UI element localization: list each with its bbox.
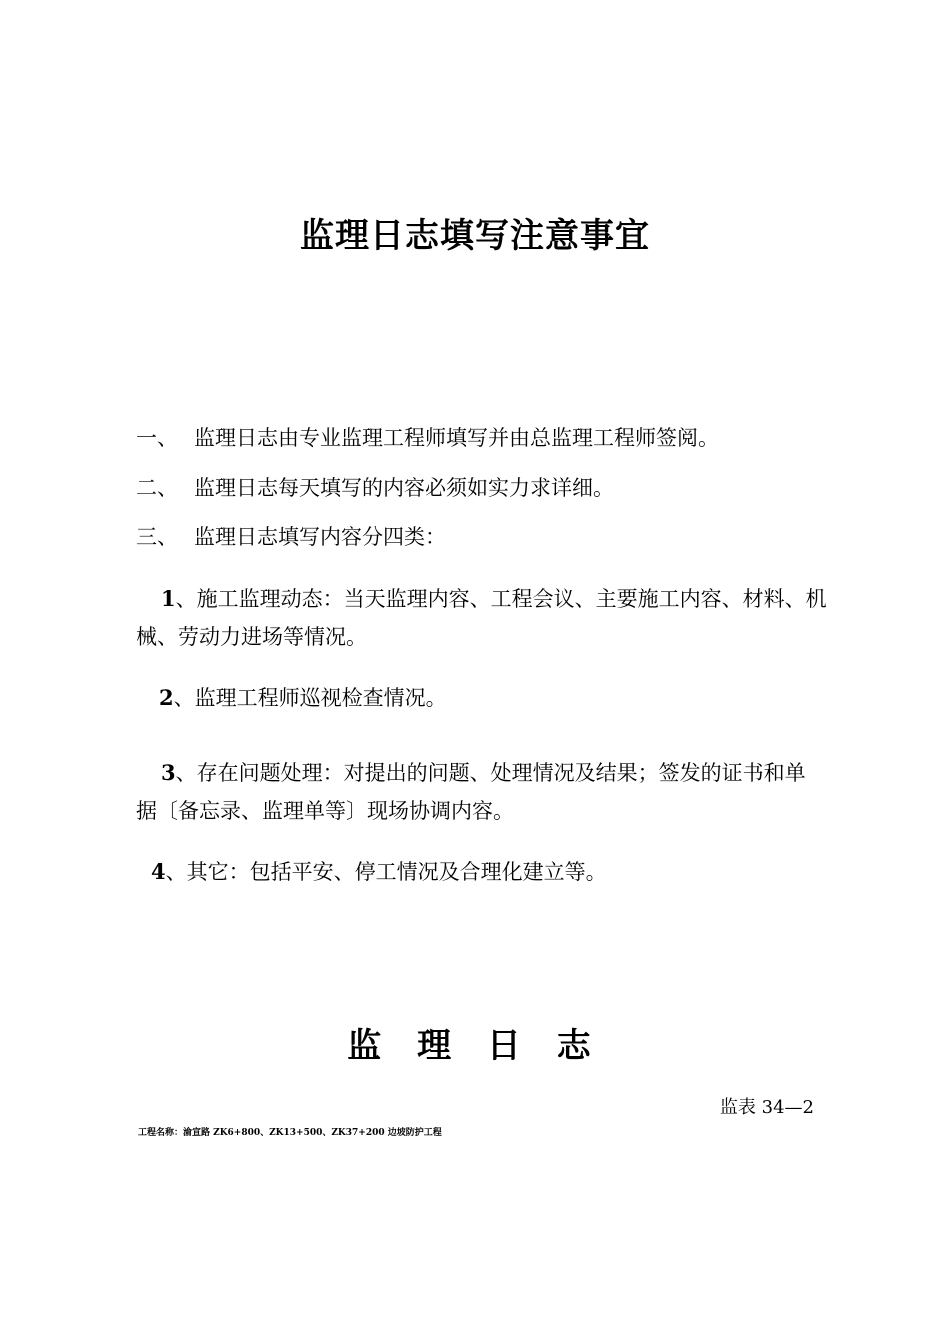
subitem-text: 、其它：包括平安、停工情况及合理化建立等。 (165, 860, 607, 884)
subitem-4 (136, 853, 836, 891)
subitem-text: 、监理工程师巡视检查情况。 (173, 686, 447, 710)
list-item-1 (136, 422, 719, 454)
subitem-index: 3 (161, 760, 176, 785)
list-item-number: 一、 (136, 426, 178, 450)
project-name: 工程名称：渝宣路 ZK6+800、ZK13+500、ZK37+200 边坡防护工程 (138, 1128, 442, 1138)
list-item-number: 二、 (136, 476, 178, 500)
subitem-text: 、存在问题处理：对提出的问题、处理情况及结果；签发的证书和单据〔备忘录、监理单等〕现场协调内容。 (136, 761, 806, 823)
list-item-2 (136, 472, 614, 504)
list-item-text: 监理日志每天填写的内容必须如实力求详细。 (194, 476, 614, 500)
subitem-text: 、施工监理动态：当天监理内容、工程会议、主要施工内容、材料、机械、劳动力进场等情况。 (136, 587, 827, 649)
log-title: 监 理 日 志 (347, 1026, 603, 1066)
form-number: 监表 34—2 (719, 1097, 814, 1118)
subitem-index: 4 (151, 859, 166, 884)
subitem-index: 2 (159, 685, 174, 710)
subitem-3 (136, 754, 826, 830)
list-item-text: 监理日志由专业监理工程师填写并由总监理工程师签阅。 (194, 426, 719, 450)
page-title: 监理日志填写注意事宜 (300, 216, 650, 256)
subitem-index: 1 (161, 586, 176, 611)
list-item-3 (136, 521, 446, 553)
list-item-text: 监理日志填写内容分四类： (194, 525, 446, 549)
subitem-2 (136, 679, 836, 717)
list-item-number: 三、 (136, 525, 178, 549)
subitem-1 (136, 580, 836, 656)
